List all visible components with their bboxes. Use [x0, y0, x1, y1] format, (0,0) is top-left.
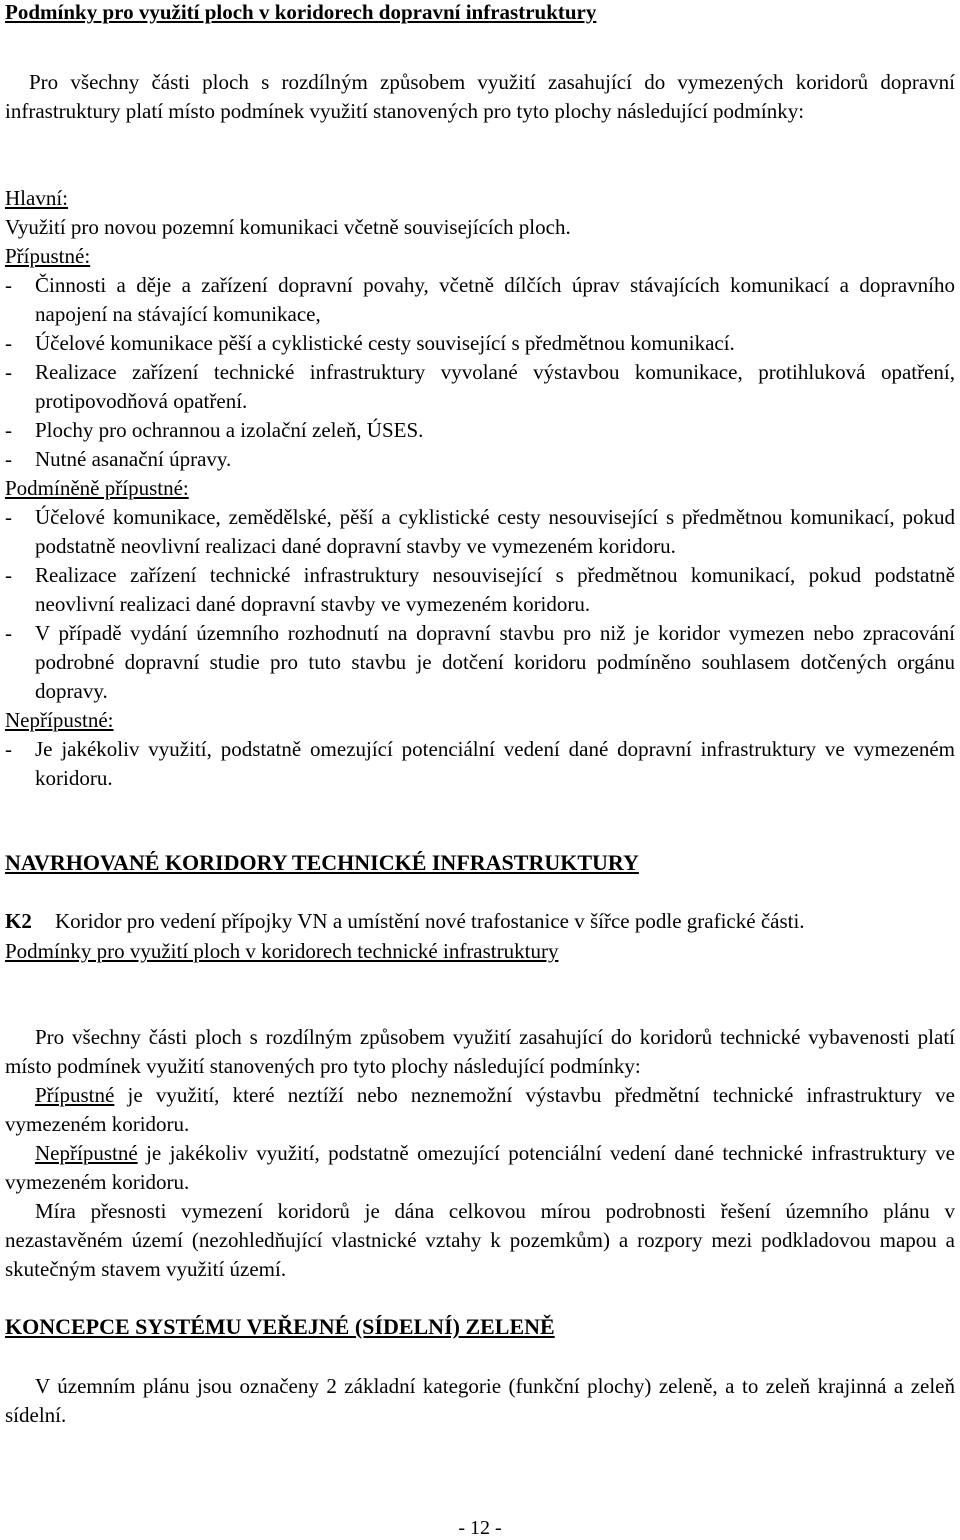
transport-conditions	[5, 184, 955, 793]
greenery-text: V územním plánu jsou označeny 2 základní kategorie (funkční plochy) zeleně, a to zeleň krajinná a zeleň sídelní.	[5, 1374, 955, 1427]
technical-forbidden: Nepřípustné je jakékoliv využití, podstatně omezující potenciální vedení dané technické infrastruktury ve vymezeném koridoru.	[5, 1141, 955, 1194]
transport-intro: Pro všechny části ploch s rozdílným způsobem využití zasahující do vymezených koridorů dopravní infrastruktury platí místo podmínek využití stanovených pro tyto plochy následující podmínky:	[5, 70, 955, 123]
technical-allowed: Přípustné je využití, které neztíží nebo neznemožní výstavbu předmětní technické infrastruktury ve vymezeném koridoru.	[5, 1083, 955, 1136]
transport-intro-block	[5, 68, 955, 126]
list-item: - Plochy pro ochrannou a izolační zeleň, ÚSES.	[5, 418, 424, 442]
list-item: - V případě vydání územního rozhodnutí na dopravní stavbu pro niž je koridor vymezen nebo zpracování podrobné dopravní studie pro tuto stavbu je dotčení koridoru podmíněno souhlasem dotčených orgánu dopravy.	[5, 621, 955, 703]
section-technical	[5, 850, 955, 876]
technical-subheading: Podmínky pro využití ploch v koridorech technické infrastruktury	[5, 939, 559, 963]
corridor-code: K2	[5, 909, 32, 933]
list-item: - Realizace zařízení technické infrastruktury vyvolané výstavbou komunikace, protihluková opatření, protipovodňová opatření.	[5, 360, 955, 413]
list-item: - Činnosti a děje a zařízení dopravní povahy, včetně dílčích úprav stávajících komunikací a dopravního napojení na stávající komunikace,	[5, 273, 955, 326]
list-item: - Realizace zařízení technické infrastruktury nesouvisející s předmětnou komunikací, pokud podstatně neovlivní realizaci dané dopravní stavby ve vymezeném koridoru.	[5, 563, 955, 616]
main-text: Využití pro novou pozemní komunikaci včetně souvisejících ploch.	[5, 215, 571, 239]
page-number: - 12 -	[458, 1517, 502, 1539]
section-heading-transport: Podmínky pro využití ploch v koridorech dopravní infrastruktury	[5, 0, 597, 24]
corridor-k2	[5, 907, 955, 936]
main-label: Hlavní:	[5, 186, 68, 210]
section-greenery	[5, 1314, 955, 1340]
technical-subheading-block	[5, 937, 955, 966]
section-heading-technical: NAVRHOVANÉ KORIDORY TECHNICKÉ INFRASTRUKTURY	[5, 850, 639, 875]
greenery-text-block	[5, 1372, 955, 1430]
list-item: - Účelové komunikace pěší a cyklistické cesty související s předmětnou komunikací.	[5, 331, 735, 355]
list-item: - Nutné asanační úpravy.	[5, 447, 232, 471]
corridor-description: Koridor pro vedení přípojky VN a umístění nové trafostanice v šířce podle grafické části.	[55, 909, 805, 933]
conditional-label: Podmíněně přípustné:	[5, 476, 189, 500]
technical-intro: Pro všechny části ploch s rozdílným způsobem využití zasahující do koridorů technické vybavenosti platí místo podmínek využití stanovených pro tyto plochy následující podmínky:	[5, 1025, 955, 1078]
section-heading-greenery: KONCEPCE SYSTÉMU VEŘEJNÉ (SÍDELNÍ) ZELENĚ	[5, 1314, 555, 1339]
forbidden-label: Nepřípustné:	[5, 708, 114, 732]
allowed-label: Přípustné:	[5, 244, 91, 268]
list-item: - Je jakékoliv využití, podstatně omezující potenciální vedení dané dopravní infrastruktury ve vymezeném koridoru.	[5, 737, 955, 790]
technical-conditions	[5, 1023, 955, 1284]
list-item: - Účelové komunikace, zemědělské, pěší a cyklistické cesty nesouvisející s předmětnou komunikací, pokud podstatně neovlivní realizaci dané dopravní stavby ve vymezeném koridoru.	[5, 505, 955, 558]
technical-precision: Míra přesnosti vymezení koridorů je dána celkovou mírou podrobnosti řešení územního plánu v nezastavěném území (nezohledňující vlastnické vztahy k pozemkům) a rozpory mezi podkladovou mapou a skutečným stavem využití území.	[5, 1199, 955, 1281]
